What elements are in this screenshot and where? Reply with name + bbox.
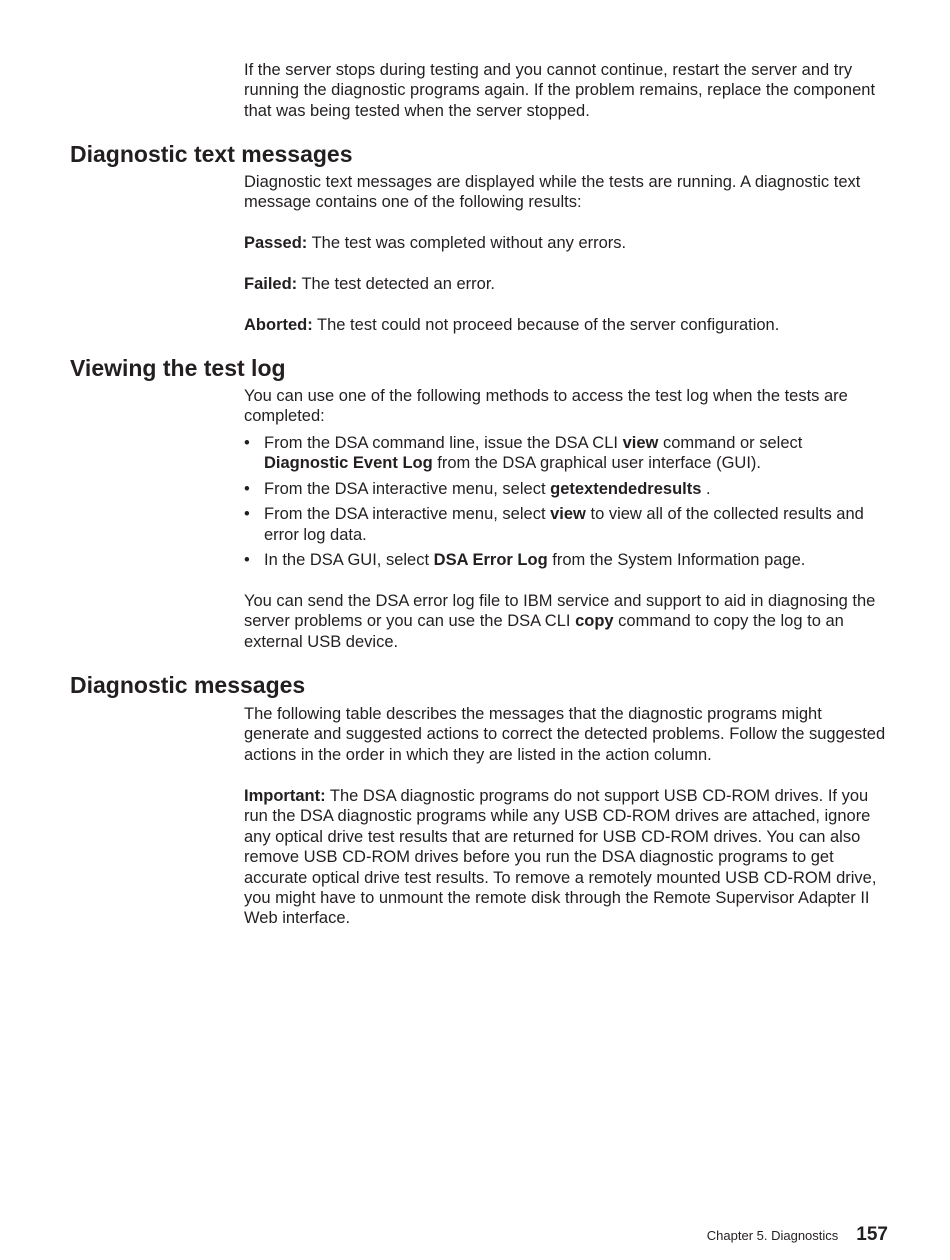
result-failed-label: Failed: (244, 275, 298, 293)
intro-paragraph: If the server stops during testing and you cannot continue, restart the server and try running the diagnostic programs again. If the problem remains, replace the component that was being tested when the server stopped. (244, 61, 876, 120)
result-aborted-label: Aborted: (244, 316, 313, 334)
heading-viewing-test-log: Viewing the test log (70, 355, 286, 381)
footer-chapter: Chapter 5. Diagnostics (706, 1228, 839, 1243)
test-log-closing: You can send the DSA error log file to IBM service and support to aid in diagnosing the server problems or you can use the DSA CLI copy command to copy the log to an external USB device. (244, 592, 876, 651)
important-note (244, 786, 888, 929)
result-aborted (244, 315, 888, 335)
result-failed (244, 274, 888, 294)
important-text: The DSA diagnostic programs do not support USB CD-ROM drives. If you run the DSA diagnostic programs while any USB CD-ROM drives are attached, ignore any optical drive test results that are returned for USB CD-ROM drives. You can also remove USB CD-ROM drives before you run the DSA diagnostic programs to get accurate optical drive test results. To remove a remotely mounted USB CD-ROM drive, you might have to unmount the remote disk through the Remote Supervisor Adapter II Web interface. (244, 787, 877, 928)
result-passed (244, 233, 888, 253)
list-item: • From the DSA command line, issue the DSA CLI view command or select Diagnostic Event Log from the DSA graphical user interface (GUI). (244, 433, 888, 474)
page-number: 157 (856, 1224, 888, 1245)
page-footer (707, 1225, 888, 1246)
list-item: • From the DSA interactive menu, select getextendedresults . (244, 479, 888, 499)
list-item: • In the DSA GUI, select DSA Error Log from the System Information page. (244, 550, 888, 570)
heading-diagnostic-text-messages: Diagnostic text messages (70, 141, 353, 167)
result-passed-label: Passed: (244, 234, 308, 252)
important-label: Important: (244, 787, 326, 805)
test-log-intro: You can use one of the following methods to access the test log when the tests are completed: (244, 387, 848, 426)
messages-intro: The following table describes the messages that the diagnostic programs might generate and suggested actions to correct the detected problems. Follow the suggested actions in the order in which they are listed in the action column. (244, 705, 886, 764)
result-aborted-text: The test could not proceed because of the server configuration. (312, 316, 780, 334)
result-passed-text: The test was completed without any errors. (307, 234, 627, 252)
result-failed-text: The test detected an error. (297, 275, 496, 293)
list-item: • From the DSA interactive menu, select view to view all of the collected results and error log data. (244, 504, 888, 545)
heading-diagnostic-messages: Diagnostic messages (70, 672, 306, 698)
text-messages-intro: Diagnostic text messages are displayed while the tests are running. A diagnostic text message contains one of the following results: (244, 173, 861, 212)
test-log-methods-list (244, 433, 888, 575)
